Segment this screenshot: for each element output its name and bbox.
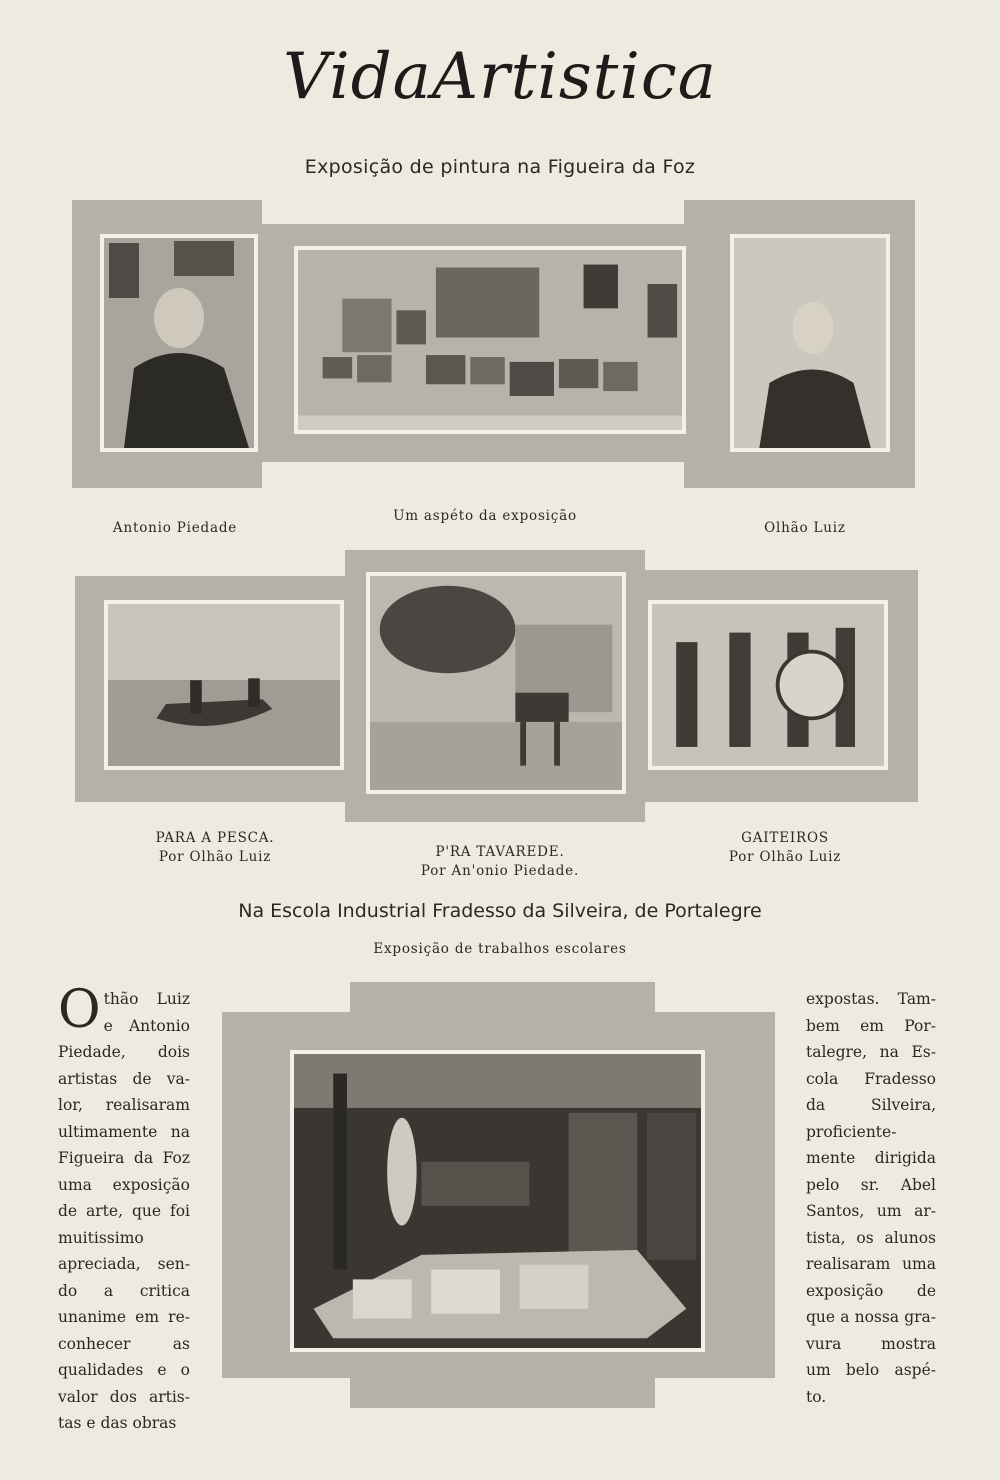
caption-exhibition-view: Um aspéto da exposição — [393, 508, 577, 524]
painting-author-gaiteiros: Por Olhão Luiz — [728, 849, 842, 865]
article-left-line: artistas de va- — [58, 1069, 190, 1088]
paintings-mat-notch-right — [645, 550, 918, 570]
article-left-line: qualidades e o — [58, 1361, 190, 1379]
article-right-line: talegre, na Es- — [806, 1043, 936, 1061]
article-left-line: lor, realisaram — [58, 1096, 190, 1114]
painting-title-para-a-pesca: PARA A PESCA. — [155, 830, 275, 846]
caption-olhao-luiz: Olhão Luiz — [764, 520, 846, 536]
painting-pra-tavarede — [366, 572, 626, 794]
article-left-line: muitissimo — [58, 1228, 144, 1247]
article-right-line: pelo sr. Abel — [806, 1175, 936, 1194]
article-right-line: exposição de — [806, 1281, 936, 1300]
painting-title-pra-tavarede: P'RA TAVAREDE. — [435, 844, 565, 860]
school-mat-notch-tl — [222, 982, 350, 1012]
article-left-line: ultimamente na — [58, 1122, 190, 1141]
article-right-line: da Silveira, — [806, 1096, 936, 1114]
article-left-line: uma exposição — [58, 1175, 190, 1194]
article-right-line: proficiente- — [806, 1122, 897, 1141]
school-section-title: Na Escola Industrial Fradesso da Silveira, de Portalegre — [238, 900, 762, 922]
paintings-mat-notch-left — [75, 550, 345, 576]
article-left-line: valor dos artis- — [58, 1387, 190, 1406]
article-left-line: unanime em re- — [58, 1308, 190, 1326]
article-left-line: Piedade, dois — [58, 1043, 190, 1061]
painting-gaiteiros — [648, 600, 888, 770]
article-right-line: vura mostra — [806, 1334, 936, 1353]
article-left-line: e Antonio — [103, 1016, 190, 1035]
article-right-column — [806, 986, 936, 1410]
article-left-line: tas e das obras — [58, 1414, 177, 1432]
school-mat-notch-br — [655, 1378, 775, 1408]
article-left-line: Figueira da Foz — [58, 1149, 190, 1167]
article-left-line: conhecer as — [58, 1334, 190, 1353]
article-left-line: thão Luiz — [103, 990, 190, 1008]
article-right-line: um belo aspé- — [806, 1361, 936, 1379]
portrait-olhao-luiz — [730, 234, 890, 452]
article-right-line: que a nossa gra- — [806, 1308, 936, 1326]
article-right-line: expostas. Tam- — [806, 990, 936, 1008]
school-mat-notch-tr — [655, 982, 775, 1012]
school-mat-notch-bl — [222, 1378, 350, 1408]
painting-title-gaiteiros: GAITEIROS — [741, 830, 829, 846]
article-left-column — [58, 980, 190, 1437]
article-left-line: do a critica — [58, 1281, 190, 1300]
article-right-line: mente dirigida — [806, 1149, 936, 1167]
paintings-mat-notch-left-bottom — [75, 802, 345, 822]
painting-author-para-a-pesca: Por Olhão Luiz — [158, 849, 272, 865]
article-right-line: realisaram uma — [806, 1255, 936, 1273]
article-right-line: tista, os alunos — [806, 1228, 936, 1247]
article-right-line: Santos, um ar- — [806, 1202, 936, 1220]
caption-antonio-piedade: Antonio Piedade — [112, 520, 238, 536]
paintings-mat-notch-right-bottom — [645, 802, 918, 822]
school-exhibition-photo — [290, 1050, 705, 1352]
portrait-antonio-piedade — [100, 234, 258, 452]
article-right-line: bem em Por- — [806, 1016, 936, 1035]
top-mat-notch-bottom — [262, 462, 684, 488]
exhibition-view-photo — [294, 246, 686, 434]
painting-author-pra-tavarede: Por An'onio Piedade. — [420, 863, 580, 879]
top-section-title: Exposição de pintura na Figueira da Foz — [304, 156, 696, 178]
article-dropcap: O — [58, 980, 101, 1040]
article-right-line: to. — [806, 1387, 827, 1406]
painting-para-a-pesca — [104, 600, 344, 770]
article-right-line: cola Fradesso — [806, 1069, 936, 1088]
article-left-line: de arte, que foi — [58, 1202, 190, 1220]
masthead-title: VidaArtistica — [283, 40, 717, 114]
article-left-line: apreciada, sen- — [58, 1255, 190, 1273]
top-mat-notch — [262, 200, 684, 224]
school-section-subtitle: Exposição de trabalhos escolares — [373, 941, 627, 957]
